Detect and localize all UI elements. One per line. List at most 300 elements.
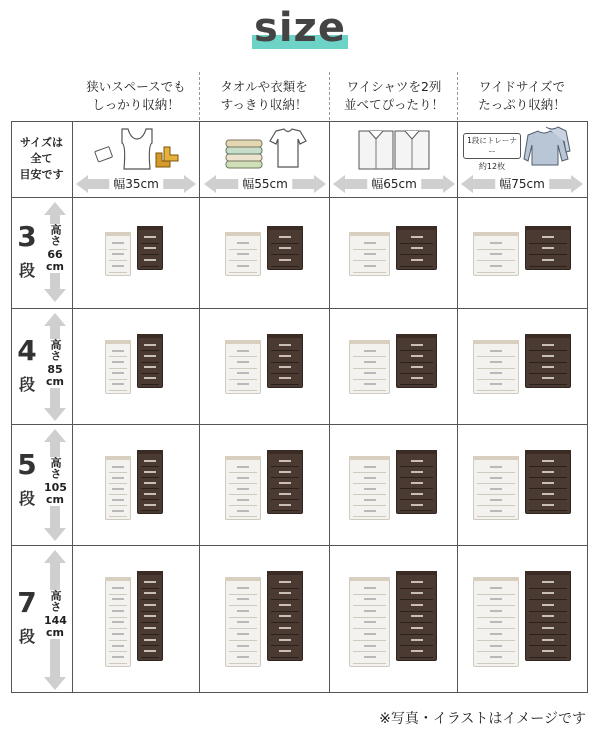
heading-line: ワイドサイズで [478,79,566,94]
chest-top-board [396,571,437,575]
drawer-handle [542,604,554,606]
drawer-handle [542,377,554,379]
drawer [271,255,299,267]
chest-white-image [349,577,390,667]
chest-dark-image [267,450,303,514]
drawer-handle [279,504,291,506]
drawer-handle [112,488,124,490]
drawer [353,250,386,262]
drawer [400,363,433,374]
wallet-icon [95,147,113,162]
drawer [141,635,159,647]
drawer-handle [279,377,291,379]
drawer-handle [279,592,291,594]
drawer-handle [237,488,249,490]
drawer-handle [112,361,124,363]
drawer [141,589,159,601]
drawer-handle [542,581,554,583]
height-arrow-105 [44,429,66,541]
drawer-handle [144,493,156,495]
chest-top-board [225,232,261,236]
chest-top-board [137,226,163,230]
height-value: 144 [44,614,67,627]
drawer-handle [112,350,124,352]
drawer [271,340,299,351]
drawer-handle [364,488,376,490]
chest-dark-image [525,571,571,661]
drawer [109,261,127,273]
drawer [353,261,386,273]
chest-top-board [137,571,163,575]
drawer [141,500,159,511]
drawer-handle [237,610,249,612]
drawer-handle [490,587,502,589]
drawer-handle [364,499,376,501]
drawer [400,244,433,256]
dress-shirts-illustration [355,125,435,171]
drawer [477,484,515,495]
chest-top-board [349,456,390,460]
drawer [529,374,567,385]
drawer-handle [411,471,423,473]
drawer [477,495,515,506]
drawer [271,456,299,467]
drawer [477,595,515,607]
chest-top-board [473,577,519,581]
chest-top-board [267,226,303,230]
drawer-handle [364,265,376,267]
drawer-handle [490,361,502,363]
drawer-handle [411,504,423,506]
drawer [353,473,386,484]
drawer [477,652,515,664]
row-divider [11,545,588,546]
drawer-handle [112,372,124,374]
heading-line: 狭いスペースでも [86,79,186,94]
drawer [271,351,299,362]
chest-white-image [473,577,519,667]
drawer [353,462,386,473]
drawer-handle [144,259,156,261]
drawer [529,340,567,351]
drawer-handle [144,344,156,346]
drawer [109,380,127,391]
chest-top-board [225,340,261,344]
drawer [477,641,515,653]
drawer-handle [364,466,376,468]
drawer-handle [144,639,156,641]
drawer [141,489,159,500]
chest-dark-image [396,334,437,388]
drawer [229,238,257,250]
drawer-handle [279,259,291,261]
towel-stack-icon [226,140,262,168]
drawer [353,346,386,357]
drawer-handle [411,627,423,629]
drawer-handle [237,633,249,635]
chest-white-image [349,456,390,520]
drawer-handle [364,656,376,658]
drawer [529,456,567,467]
heading-line: 並べてぴったり！ [343,97,444,112]
drawer [353,238,386,250]
row-divider [11,197,588,198]
width-label: 幅75cm [495,175,549,193]
drawer-handle [490,253,502,255]
chest-white-image [473,232,519,276]
drawer [141,612,159,624]
drawer [271,489,299,500]
size-disclaimer-cell [11,121,72,197]
drawer [477,357,515,368]
chest-white-image [225,340,261,394]
column-heading-65 [331,78,457,120]
drawer-handle [542,482,554,484]
drawer [229,629,257,641]
capacity-note-line: 1段にトレーナー [467,136,517,156]
small-items-illustration [92,125,182,171]
height-value: 105 [44,481,67,494]
tier-unit: 段 [18,627,35,646]
drawer [353,380,386,391]
drawer [529,500,567,511]
capacity-note-line: 約12枚 [478,162,506,171]
drawer [353,484,386,495]
drawer [109,618,127,630]
drawer-handle [144,460,156,462]
height-label: 高さ [49,457,62,479]
drawer [353,629,386,641]
drawer-handle [490,499,502,501]
drawer-handle [364,645,376,647]
drawer-handle [279,493,291,495]
drawer-handle [542,592,554,594]
title-area [0,6,600,50]
drawer-handle [411,615,423,617]
sweatshirt-icon [524,127,570,165]
drawer [229,495,257,506]
drawer [229,462,257,473]
drawer [477,369,515,380]
drawer [141,374,159,385]
chest-dark-image [525,450,571,514]
drawer-handle [237,656,249,658]
heading-line: タオルや衣類を [220,79,308,94]
drawer-handle [237,587,249,589]
drawer-handle [112,253,124,255]
chest-top-board [525,450,571,454]
chest-white-image [105,340,131,394]
drawer [400,374,433,385]
drawer [353,595,386,607]
drawer-handle [542,247,554,249]
drawer [229,641,257,653]
tier-unit: 段 [18,375,35,394]
drawer-handle [279,639,291,641]
drawer [109,506,127,517]
drawer [271,374,299,385]
drawer [109,473,127,484]
drawer-handle [112,510,124,512]
drawer [109,484,127,495]
drawer [400,255,433,267]
chest-top-board [525,571,571,575]
drawer-handle [279,344,291,346]
t-shirt-icon [270,129,306,167]
drawer-handle [542,650,554,652]
drawer-handle [279,650,291,652]
drawer [529,363,567,374]
drawer [141,467,159,478]
drawer-handle [112,466,124,468]
chest-dark-image [396,226,437,270]
chest-top-board [525,334,571,338]
chest-top-board [525,226,571,230]
drawer-handle [144,581,156,583]
dress-shirt-icon [359,131,429,169]
drawer-handle [112,265,124,267]
drawer [400,500,433,511]
width-label: 幅55cm [238,175,292,193]
drawer [229,250,257,262]
drawer-handle [364,383,376,385]
chest-dark-image [137,450,163,514]
drawer [229,357,257,368]
drawer [529,351,567,362]
column-divider [329,121,330,693]
chest-top-board [105,456,131,460]
drawer-handle [542,471,554,473]
chest-top-board [349,577,390,581]
drawer-handle [490,510,502,512]
chest-white-image [105,577,131,667]
drawer [141,577,159,589]
drawer-handle [279,604,291,606]
drawer [141,600,159,612]
drawer [141,244,159,256]
drawer [141,340,159,351]
drawer [477,506,515,517]
drawer [109,495,127,506]
drawer-handle [411,460,423,462]
drawer [400,623,433,635]
drawer-handle [112,656,124,658]
drawer [271,244,299,256]
chest-top-board [137,334,163,338]
chest-white-image [105,456,131,520]
drawer [529,635,567,647]
drawer [109,462,127,473]
drawer [271,623,299,635]
height-label: 高さ [49,224,62,246]
drawer-handle [411,581,423,583]
drawer [400,635,433,647]
height-arrow-85 [44,313,66,421]
tier-number: 7 [17,586,37,619]
drawer [141,623,159,635]
drawer-handle [411,247,423,249]
drawer-handle [542,639,554,641]
chest-white-image [349,232,390,276]
drawer-handle [411,377,423,379]
chest-dark-image [137,571,163,661]
drawer-handle [364,361,376,363]
heading-line: たっぷり収納！ [478,97,566,112]
width-arrow-35 [76,175,196,193]
drawer-handle [490,598,502,600]
drawer-handle [411,259,423,261]
tier-unit: 段 [18,489,35,508]
row-divider [11,424,588,425]
drawer-handle [364,598,376,600]
chest-top-board [137,450,163,454]
drawer-handle [144,482,156,484]
drawer [400,646,433,658]
drawer [109,369,127,380]
tank-top-icon [122,129,152,169]
drawer [477,346,515,357]
drawer-handle [237,510,249,512]
drawer [229,261,257,273]
drawer-handle [279,236,291,238]
chest-top-board [225,456,261,460]
drawer [529,244,567,256]
drawer [109,595,127,607]
drawer-handle [411,366,423,368]
drawer [271,646,299,658]
drawer [109,346,127,357]
drawer-handle [144,592,156,594]
drawer [271,467,299,478]
chest-top-board [225,577,261,581]
drawer [400,577,433,589]
drawer [477,629,515,641]
capacity-note [463,125,521,171]
drawer-handle [144,366,156,368]
chest-top-board [396,226,437,230]
drawer [141,456,159,467]
drawer [271,635,299,647]
drawer [400,351,433,362]
drawer-handle [112,621,124,623]
chest-dark-image [525,226,571,270]
chest-dark-image [396,571,437,661]
drawer [229,473,257,484]
heading-line: ワイシャツを2列 [346,79,442,94]
chest-top-board [396,450,437,454]
drawer [477,606,515,618]
chest-top-board [105,340,131,344]
chest-white-image [225,232,261,276]
drawer-handle [279,482,291,484]
drawer [477,583,515,595]
drawer-handle [490,466,502,468]
drawer-handle [279,247,291,249]
chest-dark-image [267,226,303,270]
drawer [229,369,257,380]
chest-top-board [105,577,131,581]
drawer-handle [237,350,249,352]
drawer [229,606,257,618]
drawer-handle [237,621,249,623]
drawer [400,489,433,500]
drawer [529,232,567,244]
drawer-handle [542,627,554,629]
width-arrow-75 [461,175,583,193]
drawer-handle [112,499,124,501]
drawer-handle [490,383,502,385]
drawer-handle [490,488,502,490]
drawer-handle [490,645,502,647]
chest-dark-image [525,334,571,388]
drawer [229,652,257,664]
drawer [477,618,515,630]
drawer-handle [144,236,156,238]
drawer [400,340,433,351]
drawer-handle [490,621,502,623]
drawer [109,629,127,641]
drawer [353,357,386,368]
drawer-handle [237,645,249,647]
heading-line: しっかり収納！ [92,97,180,112]
drawer [271,577,299,589]
drawer [229,506,257,517]
chest-top-board [267,450,303,454]
drawer [477,250,515,262]
drawer [271,363,299,374]
drawer-handle [279,355,291,357]
drawer [141,351,159,362]
drawer [400,612,433,624]
drawer-handle [364,253,376,255]
drawer [477,238,515,250]
drawer [141,478,159,489]
drawer [353,606,386,618]
drawer-handle [364,372,376,374]
drawer [353,583,386,595]
drawer-handle [112,633,124,635]
drawer [529,489,567,500]
drawer-handle [542,259,554,261]
drawer-handle [364,510,376,512]
drawer-handle [542,493,554,495]
height-unit: cm [46,626,64,639]
drawer [477,261,515,273]
column-divider [72,121,73,693]
drawer [271,589,299,601]
drawer [477,462,515,473]
drawer-handle [490,477,502,479]
drawer-handle [237,466,249,468]
drawer [400,478,433,489]
drawer [400,600,433,612]
drawer-handle [237,265,249,267]
drawer-handle [112,610,124,612]
drawer-handle [411,355,423,357]
drawer [529,612,567,624]
drawer [141,232,159,244]
drawer-handle [490,242,502,244]
drawer [109,641,127,653]
height-unit: cm [46,493,64,506]
row-divider [11,308,588,309]
drawer [353,618,386,630]
drawer [353,495,386,506]
drawer-handle [364,610,376,612]
drawer-handle [542,615,554,617]
column-heading-55 [201,78,327,120]
drawer-handle [144,615,156,617]
